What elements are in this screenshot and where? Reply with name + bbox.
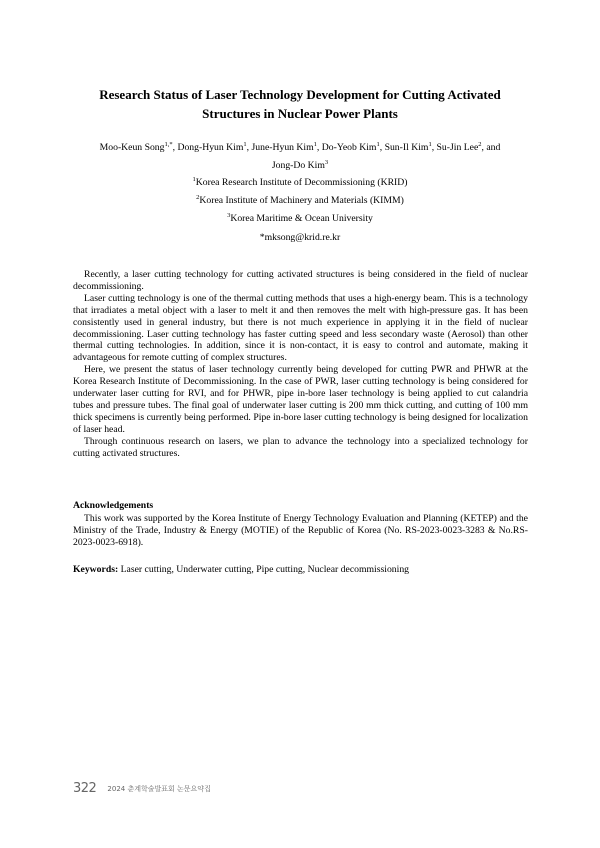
affiliation-text: Korea Institute of Machinery and Materials (KIMM) <box>199 195 404 206</box>
body-paragraph-3: Here, we present the status of laser technology currently being developed for cutting PWR and PHWR at the Korea Research Institute of Decommissioning. In the case of PWR, laser cutting technology is being considered for underwater laser cutting for RVI, and for PHWR, pipe in-bore laser technology is being applied to cut calandria tubes and pressure tubes. The final goal of underwater laser cutting is 200 mm thick cutting, and cutting of 100 mm thick specimens is currently being performed. Pipe in-bore laser cutting technology is being designed for localization of laser head. <box>73 364 528 435</box>
author-name: Jong-Do Kim <box>271 160 325 171</box>
title-line-2: Structures in Nuclear Power Plants <box>202 106 398 121</box>
author-line-1: Moo-Keun Song$^{1,*}$, Dong-Hyun Kim$^1$, June-Hyun Kim$^1$, Do-Yeob Kim$^1$, Sun-Il Kim$^1$, Su-Jin Lee$^2$, and <box>99 140 501 153</box>
corresponding-email: *mksong@krid.re.kr <box>259 232 341 243</box>
author-sup: 3 <box>324 158 329 166</box>
author-sup: 1 <box>243 140 247 148</box>
body-paragraph-4: Through continuous research on lasers, we plan to advance the technology into a specialized technology for cutting activated structures. <box>73 435 528 459</box>
author-sup: 1 <box>428 140 432 148</box>
author-name: June-Hyun Kim <box>251 142 314 153</box>
affiliation-3 <box>60 213 540 225</box>
acknowledgements-heading: Acknowledgements <box>73 500 154 511</box>
abstract-body <box>73 269 528 460</box>
author-sup: 2 <box>478 140 482 148</box>
affiliation-text: Korea Maritime & Ocean University <box>230 213 373 224</box>
affiliation-sup: 1 <box>192 175 196 183</box>
author-name: Su-Jin Lee <box>436 142 479 153</box>
keywords-label: Keywords: <box>73 564 119 575</box>
conference-name: 2024 춘계학술발표회 논문요약집 <box>107 784 211 793</box>
affiliation-2 <box>60 195 540 207</box>
affiliation-1 <box>60 177 540 189</box>
author-name: Dong-Hyun Kim <box>177 142 244 153</box>
author-list <box>60 139 540 175</box>
body-paragraph-2: Laser cutting technology is one of the thermal cutting methods that uses a high-energy beam. This is a technology that irradiates a metal object with a laser to melt it and then removes the melt with high-pressure gas. It has been consistently used in general industry, but there is not much experience in applying it in the field of nuclear decommissioning. Laser cutting technology has faster cutting speed and less secondary waste (Aerosol) than other thermal cutting technologies. In addition, since it is non-contact, it is easy to control and automate, making it advantageous for remote cutting of complex structures. <box>73 292 528 364</box>
acknowledgements-text: This work was supported by the Korea Institute of Energy Technology Evaluation and Planning (KETEP) and the Ministry of the Trade, Industry & Energy (MOTIE) of the Republic of Korea (No. RS-2023-0023-3283 & No.RS-2023-0023-6918). <box>73 513 528 548</box>
keywords <box>73 564 409 576</box>
author-line-2 <box>60 157 540 175</box>
body-paragraph-1: Recently, a laser cutting technology for cutting activated structures is being considered in the field of nuclear decommissioning. <box>73 269 528 292</box>
author-name: Moo-Keun Song <box>99 142 165 153</box>
author-name: Do-Yeob Kim <box>321 142 377 153</box>
author-and: and <box>486 142 501 153</box>
author-sup: 1 <box>313 140 317 148</box>
page-footer <box>73 778 211 797</box>
paper-title <box>60 85 540 123</box>
keywords-text: Laser cutting, Underwater cutting, Pipe cutting, Nuclear decommissioning <box>120 564 410 575</box>
author-name: Sun-Il Kim <box>384 142 429 153</box>
author-sup: 1,* <box>164 140 173 148</box>
title-line-1: Research Status of Laser Technology Development for Cutting Activated <box>99 87 501 102</box>
affiliation-sup: 3 <box>227 211 231 219</box>
page-number: 322 <box>73 781 97 796</box>
author-sup: 1 <box>376 140 380 148</box>
affiliation-sup: 2 <box>196 193 200 201</box>
affiliation-text: Korea Research Institute of Decommissioning (KRID) <box>195 177 408 188</box>
